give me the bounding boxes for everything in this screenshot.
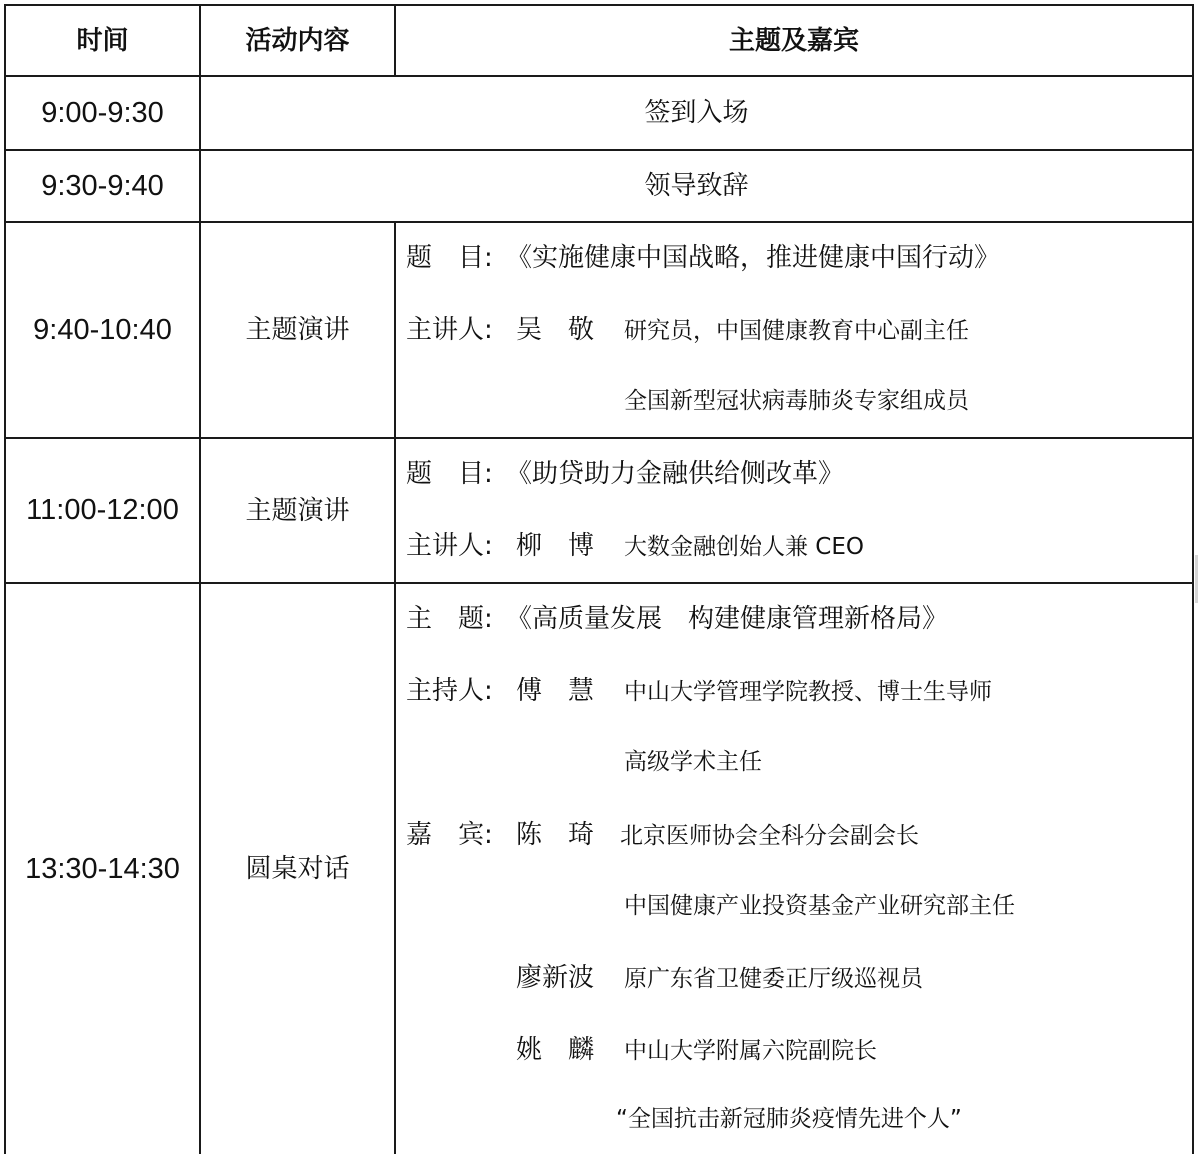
row-merged-content: 领导致辞: [644, 171, 749, 201]
host-description: 高级学术主任: [624, 749, 762, 775]
row-time: 9:00-9:30: [41, 96, 164, 129]
speaker-label: 主讲人:: [406, 315, 493, 345]
row-merged-content: 签到入场: [644, 98, 749, 128]
row-time: 9:30-9:40: [41, 169, 164, 202]
row-activity: 圆桌对话: [245, 854, 350, 884]
guest-name: 姚 麟: [516, 1035, 595, 1065]
speaker-name: 柳 博: [516, 531, 595, 561]
topic-label: 主 题:: [406, 604, 493, 634]
guest-description: 中国健康产业投资基金产业研究部主任: [624, 893, 1015, 919]
topic-label: 题 目:: [406, 459, 493, 489]
guest-description: 中山大学附属六院副院长: [624, 1038, 877, 1064]
topic-title: 《高质量发展 构建健康管理新格局》: [506, 604, 949, 634]
row-activity: 主题演讲: [245, 315, 350, 345]
header-activity: 活动内容: [245, 25, 350, 56]
speaker-description: 全国新型冠状病毒肺炎专家组成员: [624, 388, 969, 414]
host-label: 主持人:: [406, 676, 493, 706]
row-time: 13:30-14:30: [25, 852, 180, 885]
guest-name: 廖新波: [516, 963, 595, 993]
host-name: 傅 慧: [516, 676, 595, 706]
topic-title: 《实施健康中国战略，推进健康中国行动》: [506, 243, 1001, 273]
speaker-name: 吴 敬: [516, 315, 595, 345]
guest-description: 北京医师协会全科分会副会长: [620, 823, 919, 849]
guest-description: 原广东省卫健委正厅级巡视员: [624, 966, 923, 992]
header-time: 时间: [76, 25, 129, 56]
guest-description: “全国抗击新冠肺炎疫情先进个人”: [616, 1106, 962, 1132]
topic-title: 《助贷助力金融供给侧改革》: [506, 459, 845, 489]
topic-label: 题 目:: [406, 243, 493, 273]
header-topic: 主题及嘉宾: [728, 25, 859, 56]
guest-label: 嘉 宾:: [406, 820, 493, 850]
row-activity: 主题演讲: [245, 495, 350, 526]
speaker-label: 主讲人:: [406, 531, 493, 561]
row-time: 11:00-12:00: [26, 494, 179, 526]
table-column-divider: [394, 221, 396, 1154]
row-time: 9:40-10:40: [33, 313, 172, 346]
page-edge-mark: [1195, 555, 1198, 603]
table-border-right: [1192, 4, 1194, 1154]
guest-name: 陈 琦: [516, 820, 595, 850]
host-description: 中山大学管理学院教授、博士生导师: [624, 679, 992, 705]
speaker-description: 研究员，中国健康教育中心副主任: [624, 318, 969, 344]
speaker-description: 大数金融创始人兼 CEO: [624, 534, 865, 560]
